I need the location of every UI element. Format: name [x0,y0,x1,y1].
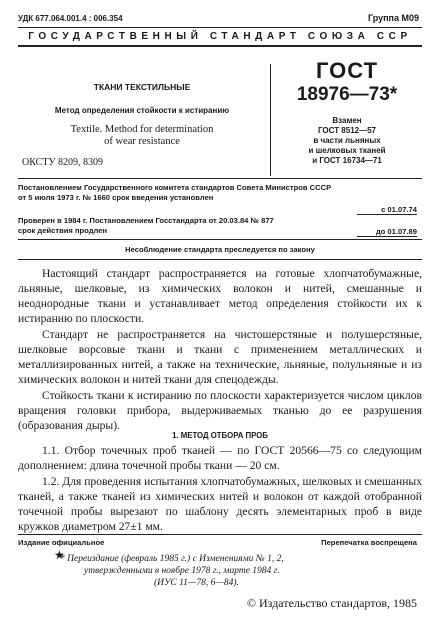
decree-line4: срок действия продлен [18,226,108,235]
footer-rule [18,534,422,535]
ru-title: ТКАНИ ТЕКСТИЛЬНЫЕ [93,82,191,92]
replaced-label: Взамен [332,116,362,125]
header-rule-bottom [18,45,422,47]
paragraph-scope: Настоящий стандарт распространяется на готовые хлопчатобумажные, льняные, шелковые, из химических волокон и нитей, смешанные и неоднородные ткани и устанавливает метод определения стойкости их к истиранию по плоскости. [18,267,422,325]
section-title: 1. МЕТОД ОТБОРА ПРОБ [172,431,268,440]
edition-note-line2: утвержденными в ноябре 1978 г., марте 1984 г. [84,566,280,576]
en-title-line2: of wear resistance [104,136,180,147]
paragraph-1-1: 1.1. Отбор точечных проб тканей — по ГОСТ 20566—75 со следующим дополнением: длина точечной пробы ткани — 20 см. [18,444,422,472]
okstu-code: ОКСТУ 8209, 8309 [22,157,104,168]
law-notice: Несоблюдение стандарта преследуется по закону [125,245,315,254]
ru-subtitle: Метод определения стойкости к истиранию [54,106,230,115]
header-rule-top [18,27,422,28]
decree-line1: Постановлением Государственного комитета стандартов Совета Министров СССР [18,183,332,192]
group-code: Группа М09 [367,13,419,23]
decree-rule-bottom [18,239,422,240]
edition-note-line3: (ИУС 11—78, 6—84). [154,578,239,588]
en-title-line1: Textile. Method for determination [70,124,214,135]
paragraph-resistance: Стойкость ткани к истиранию по плоскости характеризуется числом циклов вращения головки прибора, выдерживаемых тканью до ее разрушения (образования дыры). [18,389,422,432]
copyright: © Издательство стандартов, 1985 [246,596,417,610]
decree-line2: от 5 июля 1973 г. № 1660 срок введения установлен [18,193,214,202]
star-icon: ★ [54,548,65,562]
decree-line3: Проверен в 1984 г. Постановлением Госстандарта от 20.03.84 № 877 [18,216,274,225]
decree-date2: до 01.07.89 [357,227,417,237]
replaced-line1: ГОСТ 8512—57 [317,126,377,135]
replaced-line4: и ГОСТ 16734—71 [312,156,382,165]
gost-number: 18976—73* [296,84,398,105]
replaced-line2: в части льняных [313,136,381,145]
paragraph-exclusions: Стандарт не распространяется на чистошерстяные и полушерстяные, шелковые ворсовые ткани и ткани с применением металлических и металлизированных нитей, а также на технические, льняные, полульняные и из химических волокон и нитей ткани для спецодежды. [18,328,422,386]
udk-code: УДК 677.064.001.4 : 006.354 [18,14,123,23]
official-edition: Издание официальное [18,538,105,547]
paragraph-1-2: 1.2. Для проведения испытания хлопчатобумажных, шелковых и смешанных тканей, а также тканей из химических нитей и волокон от каждой отобранной точечной пробы вырезают по шаблону десять элементарных проб в виде кружков диаметром 27±1 мм. [18,475,422,533]
notice-rule [18,259,422,260]
decree-date1: с 01.07.74 [357,205,417,215]
reprint-forbidden: Перепечатка воспрещена [321,538,417,547]
replaced-line3: и шелковых тканей [308,146,386,155]
decree-rule-top [18,178,422,179]
gost-label: ГОСТ [315,58,379,83]
standard-title: ГОСУДАРСТВЕННЫЙ СТАНДАРТ СОЮЗА ССР [28,31,412,42]
edition-note-line1: * Переиздание (февраль 1985 г.) с Изменениями № 1, 2, [60,554,284,564]
title-divider [270,64,271,176]
